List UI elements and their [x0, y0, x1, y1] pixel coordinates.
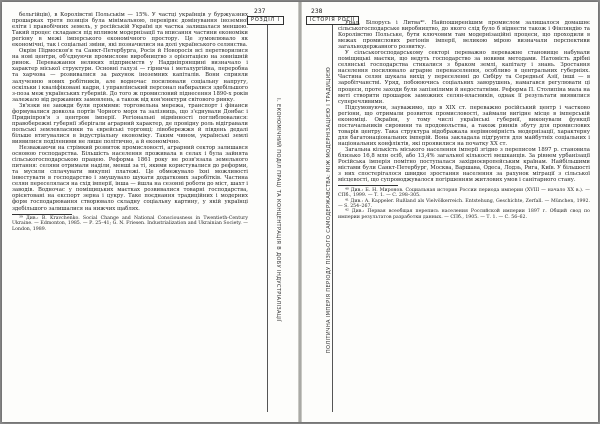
footnote: ⁴² Див.: Первая всеобщая перепись населения Российской империи 1897 г. Общий свод по империи результатов разработки данных. — СПб., 1905. — Т. 1. — С. 56–62.	[338, 209, 590, 220]
paragraph: Урал, Білорусь і Литва⁴⁰. Найпоширенішим промислом залишалося домашнє сільськогосподарське виробництво, до якого слід було б віднести також і Фінляндію та Королівство Польське, бути ключовим там модернізаційні процеси, що проходили в межах промислових регіонів імперії, великою мірою визначали перспективи загальнодержавного розвитку.	[338, 20, 590, 51]
right-section-label: ІСТОРІЯ РОСІЇ	[306, 16, 359, 25]
paragraph: Зв'язки не завжди були прямими: торговельна мережа, транспорт і фінанси формувалися довкола портів Чорного моря та залізниць, що з'єднували Донбас і Придніпров'я з центром імперії. Регіональні відмінності поглиблювалися: правобережні губернії зберігали аграрний характер, де провідну роль відігравали польські землевласники та єврейські торговці; лівобережжя й південь дедалі більше втягувалися в індустріальну економіку. Таким чином, українські землі виявилися поділеними не лише політично, а й економічно.	[12, 102, 248, 145]
footnote-divider	[12, 214, 72, 215]
book-spread	[2, 2, 598, 422]
left-body-text	[12, 12, 248, 232]
left-page-number: 237	[254, 8, 266, 15]
paragraph: Підсумовуючи, зауважимо, що в XIX ст. переважно російський центр і частково регіони, що отримали розвиток промисловості, займали вигідне місце в імперській економіці. Окраїни, у тому числі українські губернії, виконували функції постачальників сировини та продовольства, а також ринків збуту для промислових товарів центру. Така структура відображала нерівномірність модернізації, характерну для багатонаціональних імперій. Вона закладала підґрунтя для майбутніх соціальних і національних конфліктів, які проявилися на початку XX ст.	[338, 104, 590, 147]
left-page	[2, 2, 299, 422]
footnote: ⁴⁰ Див.: Б. Н. Миронов. Социальная история России периода империи (XVIII — начало XX в.). — СПб., 1999. — Т. 1. — С. 298–305.	[338, 187, 590, 199]
right-page	[301, 2, 598, 422]
paragraph: У сільськогосподарському секторі переважно переважне становище набували поміщицькі маєтки, що ведуть господарство за новими методами. Натомість дрібні селянські господарства стикалися з браком землі, капіталу і знань. Зростання населення посилювало аграрне перенаселення, особливо в центральних губерніях. Частина селян шукала вихід у переселенні до Сибіру та Середньої Азії, інші — в заробітчанстві. Уряд, побоюючись соціальних заворушень, намагався регулювати ці процеси, проте заходи були запізнілими й недостатніми. Реформа П. Столипіна мала на меті створити прошарок заможних селян-власників, однак її результати виявилися суперечливими.	[338, 50, 590, 105]
footnote-divider	[338, 185, 398, 186]
left-section-label: РОЗДІЛ І	[247, 16, 284, 25]
right-running-head: ПОЛІТИЧНА ІМПЕРІЯ ПЕРІОДУ ПІЗНЬОГО САМОДЕРЖАВСТВА: МІЖ МОДЕРНІЗАЦІЄЮ І ТРАДИЦІЄЮ	[326, 66, 332, 354]
right-body-text	[338, 20, 590, 220]
right-page-number: 238	[311, 8, 323, 15]
left-vertical-rule	[267, 25, 268, 412]
paragraph: Незважаючи на стрімкий розвиток промисловості, аграрний сектор залишався основою господарства. Більшість населення проживала в селах і була зайнята сільськогосподарською працею. Реформа 1861 року не розв'язала земельного питання: селяни отримали наділи, менші за ті, якими користувалися до реформи, та мусили сплачувати викупні платежі. Це обмежувало їхні можливості інвестувати в господарство і змушувало шукати додаткових заробітків. Частина селян переселялася на схід імперії, інша — йшла на сезонні роботи до міст, шахт і заводів. Водночас у поміщицьких маєтках розвивалися товарні господарства, орієнтовані на експорт зерна і цукру. Таке поєднання традиційних і модерних форм господарювання створювало складну соціальну картину, у якій українці здебільшого залишалися на нижчих щаблях.	[12, 145, 248, 212]
left-running-head: І. ЕКОНОМІЧНИЙ ПОДІЛ ПРАЦІ ТА КОНЦЕНТРАЦІЯ В ДОБУ ІНДУСТРІАЛІЗАЦІЇ	[275, 98, 281, 322]
footnote: ⁴¹ Див.: A. Kappeler. Rußland als Vielvölkerreich. Entstehung, Geschichte, Zerfall. — München, 1992. — S. 254–267.	[338, 198, 590, 209]
footnote: ³⁹ Див.: В. Kravchenko. Social Change and National Consciousness in Twentieth-Century Ukraine. — Edmonton, 1985. — Р. 25–41; G. N. Friesen. Industrialization and Ukrainian Society. — London, 1989.	[12, 216, 248, 232]
paragraph: Окрім Підмосков'я та Санкт-Петербурга, Росія й Новоросія всі перетворилися на нові центри, об'єднуючи промислове виробництво з орієнтацією на зовнішній ринок. Переважання великих підприємств у Наддніпрянщині визначало і характер міської структури. Основні галузі — гірнича і металургійна, переробна та харчова — розвивалися за рахунок іноземних капіталів. Вони сприяли залученню нових робітників, але водночас посилювали соціальну напругу, оскільки і кваліфіковані кадри, і управлінський персонал набиралися здебільшого з-поза меж українських губерній. До того ж промисловий піднесення 1890-х років залежало від державних замовлень, а також від кон'юнктури світового ринку.	[12, 48, 248, 103]
paragraph: бельгійців), в Королівстві Польськім — 15%. У частці українців у буржуазних прошарках третя позиція була мінімальною, перевіряє домінування іноземної еліти і правобічних земель, у російській Україні ця частка залишалася меншою. Такий процес складався під впливом модернізації та вписання частини економіки регіону в межі імперського економічного простору. Це зумовлювало як економічні, так і соціальні зміни, які позначилися на долі українського селянства.	[12, 12, 248, 49]
paragraph: Загальна кількість міського населення імперії згідно з переписом 1897 р. становила близько 16,8 млн осіб, або 13,4% загальної кількості мешканців. За рівнем урбанізації Російська імперія помітно поступалася західноєвропейським країнам. Найбільшими містами були Санкт-Петербург, Москва, Варшава, Одеса, Лодзь, Рига, Київ. У більшості з них спостерігалося швидке зростання населення за рахунок міграції з сільської місцевості, що супроводжувалося погіршенням житлових умов і санітарного стану.	[338, 146, 590, 184]
